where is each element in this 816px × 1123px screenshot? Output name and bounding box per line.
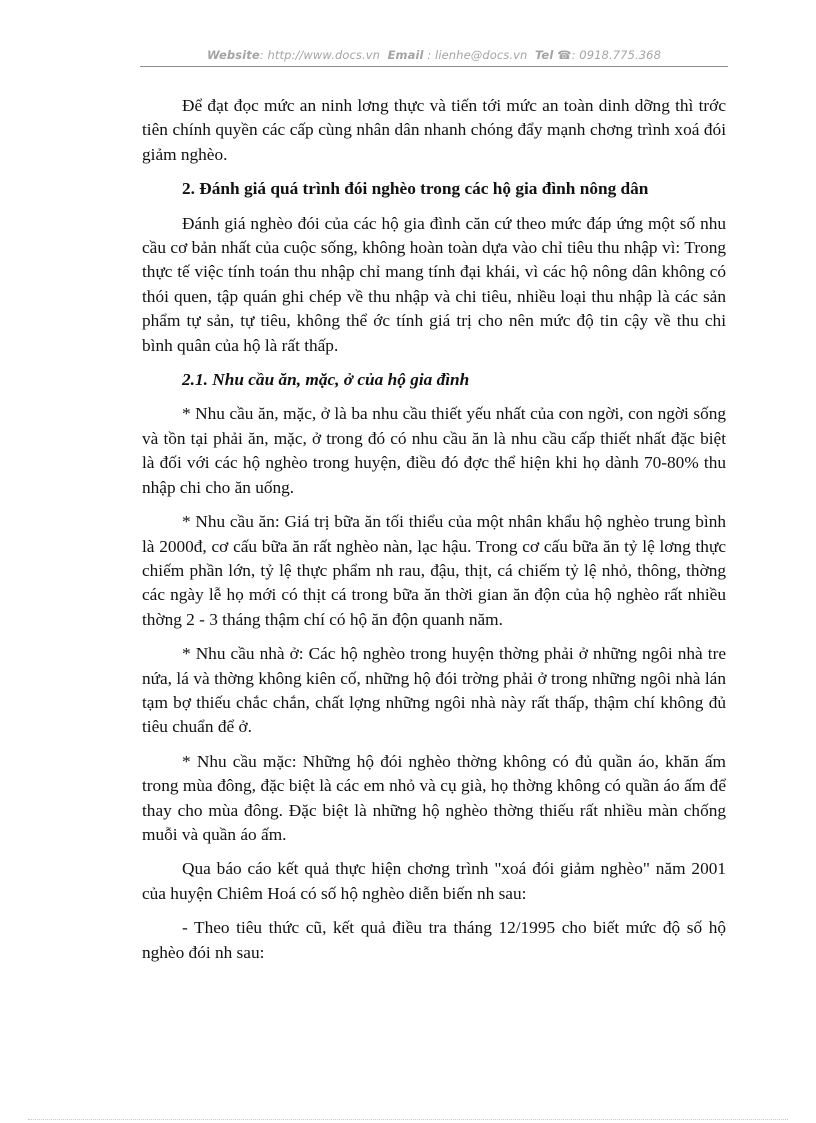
paragraph-food-needs: * Nhu cầu ăn: Giá trị bữa ăn tối thiểu của một nhân khẩu hộ nghèo trung bình là 2000đ, cơ cấu bữa ăn rất nghèo nàn, lạc hậu. Trong cơ cấu bữa ăn tỷ lệ lơng thực chiếm phần lớn, tỷ lệ thực phẩm nh rau, đậu, thịt, cá chiếm tỷ lệ nhỏ, thông, thờng các ngày lễ họ mới có thịt cá trong bữa ăn thời gian ăn độn của hộ nghèo rất nhiều thờng 2 - 3 tháng thậm chí có hộ ăn độn quanh năm.	[142, 512, 726, 629]
paragraph-clothing-needs: * Nhu cầu mặc: Những hộ đói nghèo thờng không có đủ quần áo, khăn ấm trong mùa đông, đặc biệt là các em nhỏ và cụ già, họ thờng không có quần áo ấm để thay cho mùa đông. Đặc biệt là những hộ nghèo thờng thiếu rất nhiều màn chống muỗi và quần áo ấm.	[142, 751, 726, 844]
website-url: : http://www.docs.vn	[259, 48, 381, 62]
paragraph-survey: - Theo tiêu thức cũ, kết quả điều tra tháng 12/1995 cho biết mức độ số hộ nghèo đói nh sau:	[142, 918, 726, 962]
paragraph-housing-needs: * Nhu cầu nhà ở: Các hộ nghèo trong huyện thờng phải ở những ngôi nhà tre nứa, lá và thờng không kiên cố, những hộ đói trờng phải ở trong những ngôi nhà lán tạm bợ thiếu chắc chắn, chất lợng những ngôi nhà này rất thấp, thậm chí không đủ tiêu chuẩn để ở.	[142, 644, 726, 737]
website-label: Website	[206, 48, 260, 62]
subsection-heading: 2.1. Nhu cầu ăn, mặc, ở của hộ gia đình	[182, 370, 470, 390]
tel-number: : 0918.775.368	[571, 48, 661, 62]
paragraph-assessment: Đánh giá nghèo đói của các hộ gia đình căn cứ theo mức đáp ứng một số nhu cầu cơ bản nhất của cuộc sống, không hoàn toàn dựa vào chỉ tiêu thu nhập vì: Trong thực tế việc tính toán thu nhập chỉ mang tính đại khái, vì các hộ nông dân không có thói quen, tập quán ghi chép về thu nhập và chi tiêu, nhiều loại thu nhập là các sản phẩm tự sản, tự tiêu, không thể ớc tính giá trị cho nên mức độ tin cậy về thu chi bình quân của hộ là rất thấp.	[142, 213, 726, 355]
document-body	[142, 94, 726, 975]
header-divider	[140, 66, 728, 67]
section-heading: 2. Đánh giá quá trình đói nghèo trong các hộ gia đình nông dân	[182, 179, 649, 199]
paragraph-basic-needs: * Nhu cầu ăn, mặc, ở là ba nhu cầu thiết yếu nhất của con ngời, con ngời sống và tồn tại phải ăn, mặc, ở trong đó có nhu cầu ăn là nhu cầu cấp thiết nhất đặc biệt là đối với các hộ nghèo trong huyện, điều đó đợc thể hiện khi họ dành 70-80% thu nhập chi cho ăn uống.	[142, 404, 726, 497]
tel-label: Tel	[534, 48, 554, 62]
email-address: : lienhe@docs.vn	[423, 48, 528, 62]
phone-icon: ☎	[557, 48, 572, 62]
page-header	[140, 48, 728, 62]
paragraph-report: Qua báo cáo kết quả thực hiện chơng trình "xoá đói giảm nghèo" năm 2001 của huyện Chiêm Hoá có số hộ nghèo diễn biến nh sau:	[142, 859, 726, 903]
email-label: Email	[387, 48, 424, 62]
paragraph-intro: Để đạt đọc mức an ninh lơng thực và tiến tới mức an toàn dinh dỡng thì trớc tiên chính quyền các cấp cùng nhân dân nhanh chóng đẩy mạnh chơng trình xoá đói giảm nghèo.	[142, 96, 726, 164]
footer-divider	[28, 1119, 788, 1120]
